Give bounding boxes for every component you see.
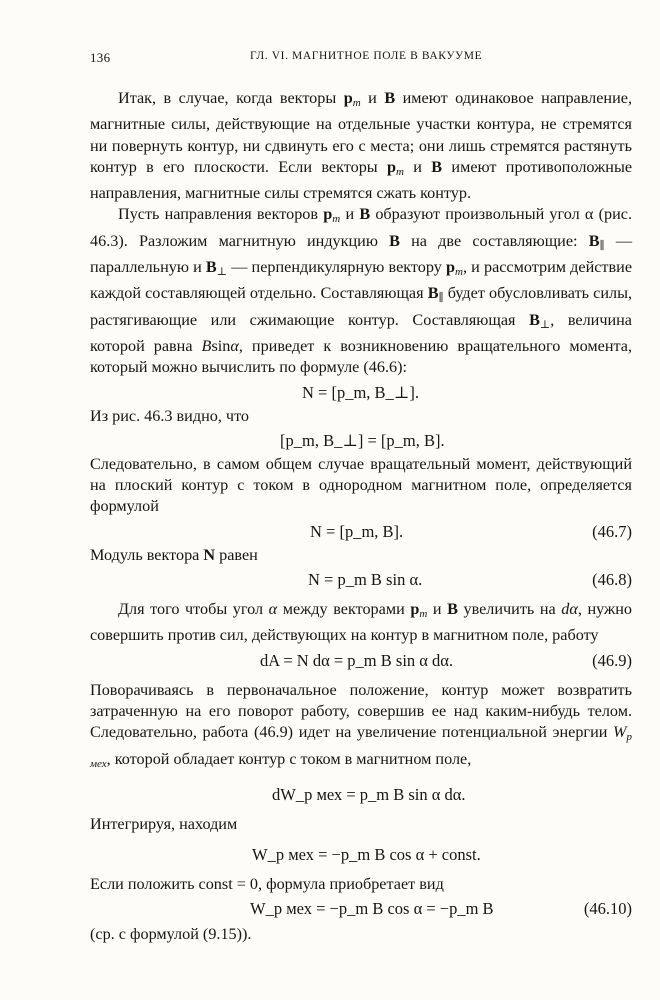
equation-number: (46.7) [592,521,632,541]
paragraph-2: Пусть направления векторов $p_m$ и B образуют произвольный угол α (рис. 46.3). Разложим магнитную индукцию B на две составляющие: $B_\parallel$ — параллельную и $B_\perp$ — перпендикулярную вектору $p_m$, и рассмотрим действие каждой составляющей отдельно. Составляющая $B_\parallel$ будет обусловливать силы, растягивающие или сжимающие контур. Составляющая $B_\perp$, величина которой равна Bsinα, приведет к возникновению вращательного момента, который можно вычислить по формуле (46.6): [90,205,633,377]
page-body [90,88,632,946]
equation-number: (46.8) [592,570,632,590]
running-title: ГЛ. VI. МАГНИТНОЕ ПОЛЕ В ВАКУУМЕ [250,50,483,62]
paragraph-1: Итак, в случае, когда векторы $p_m$ и B имеют одинаковое направление, магнитные силы, действующие на отдельные участки контура, не стремятся ни повернуть контур, ни сдвинуть его с места; они лишь стремятся растянуть контур в его плоскости. Если векторы $p_m$ и B имеют противоположные направления, магнитные силы стремятся сжать контур. [90,89,633,203]
equation-text: N = [p_m, B_⊥]. [302,382,419,402]
paragraph-3: Из рис. 46.3 видно, что [90,406,250,425]
paragraph-5: Модуль вектора N равен [90,545,258,564]
equation-text: N = [p_m, B]. [310,521,404,541]
equation-46-8 [90,566,632,593]
equation-46-7 [90,518,632,545]
paragraph-7: Поворачиваясь в первоначальное положение, контур может возвратить затраченную на его поворот работу, совершив ее над каким-нибудь телом. Следовательно, работа (46.9) идет на увеличение потенциальной энергии $W_{p мех}$, которой обладает контур с током в магнитном поле, [90,680,632,770]
equation-text: W_p мех = −p_m B cos α = −p_m B [250,899,494,919]
equation-cross-product [90,427,632,454]
paragraph-6: Для того чтобы угол α между векторами $p_m$ и B увеличить на dα, нужно совершить против сил, действующих на контур в магнитном поле, работу [90,600,632,645]
equation-text: [p_m, B_⊥] = [p_m, B]. [280,430,445,450]
equation-torque-perp [90,379,632,406]
page-number: 136 [90,50,111,65]
equation-number: (46.10) [583,899,632,919]
paragraph-4: Следовательно, в самом общем случае вращательный момент, действующий на плоский контур с током в однородном магнитном поле, определяется формулой [90,454,632,516]
equation-number: (46.9) [592,650,632,670]
paragraph-8: Интегрируя, находим [90,814,238,833]
equation-text: dW_p мех = p_m B sin α dα. [272,784,466,804]
equation-text: N = p_m B sin α. [308,570,423,590]
paragraph-9: Если положить const = 0, формула приобретает вид [90,875,444,894]
equation-46-9 [90,647,632,674]
equation-W-integral [90,841,632,868]
paragraph-10: (ср. с формулой (9.15)). [90,925,252,944]
equation-text: dA = N dα = p_m B sin α dα. [260,650,454,670]
equation-text: W_p мех = −p_m B cos α + const. [252,845,481,865]
equation-46-10 [90,895,632,922]
equation-dW [90,781,632,808]
